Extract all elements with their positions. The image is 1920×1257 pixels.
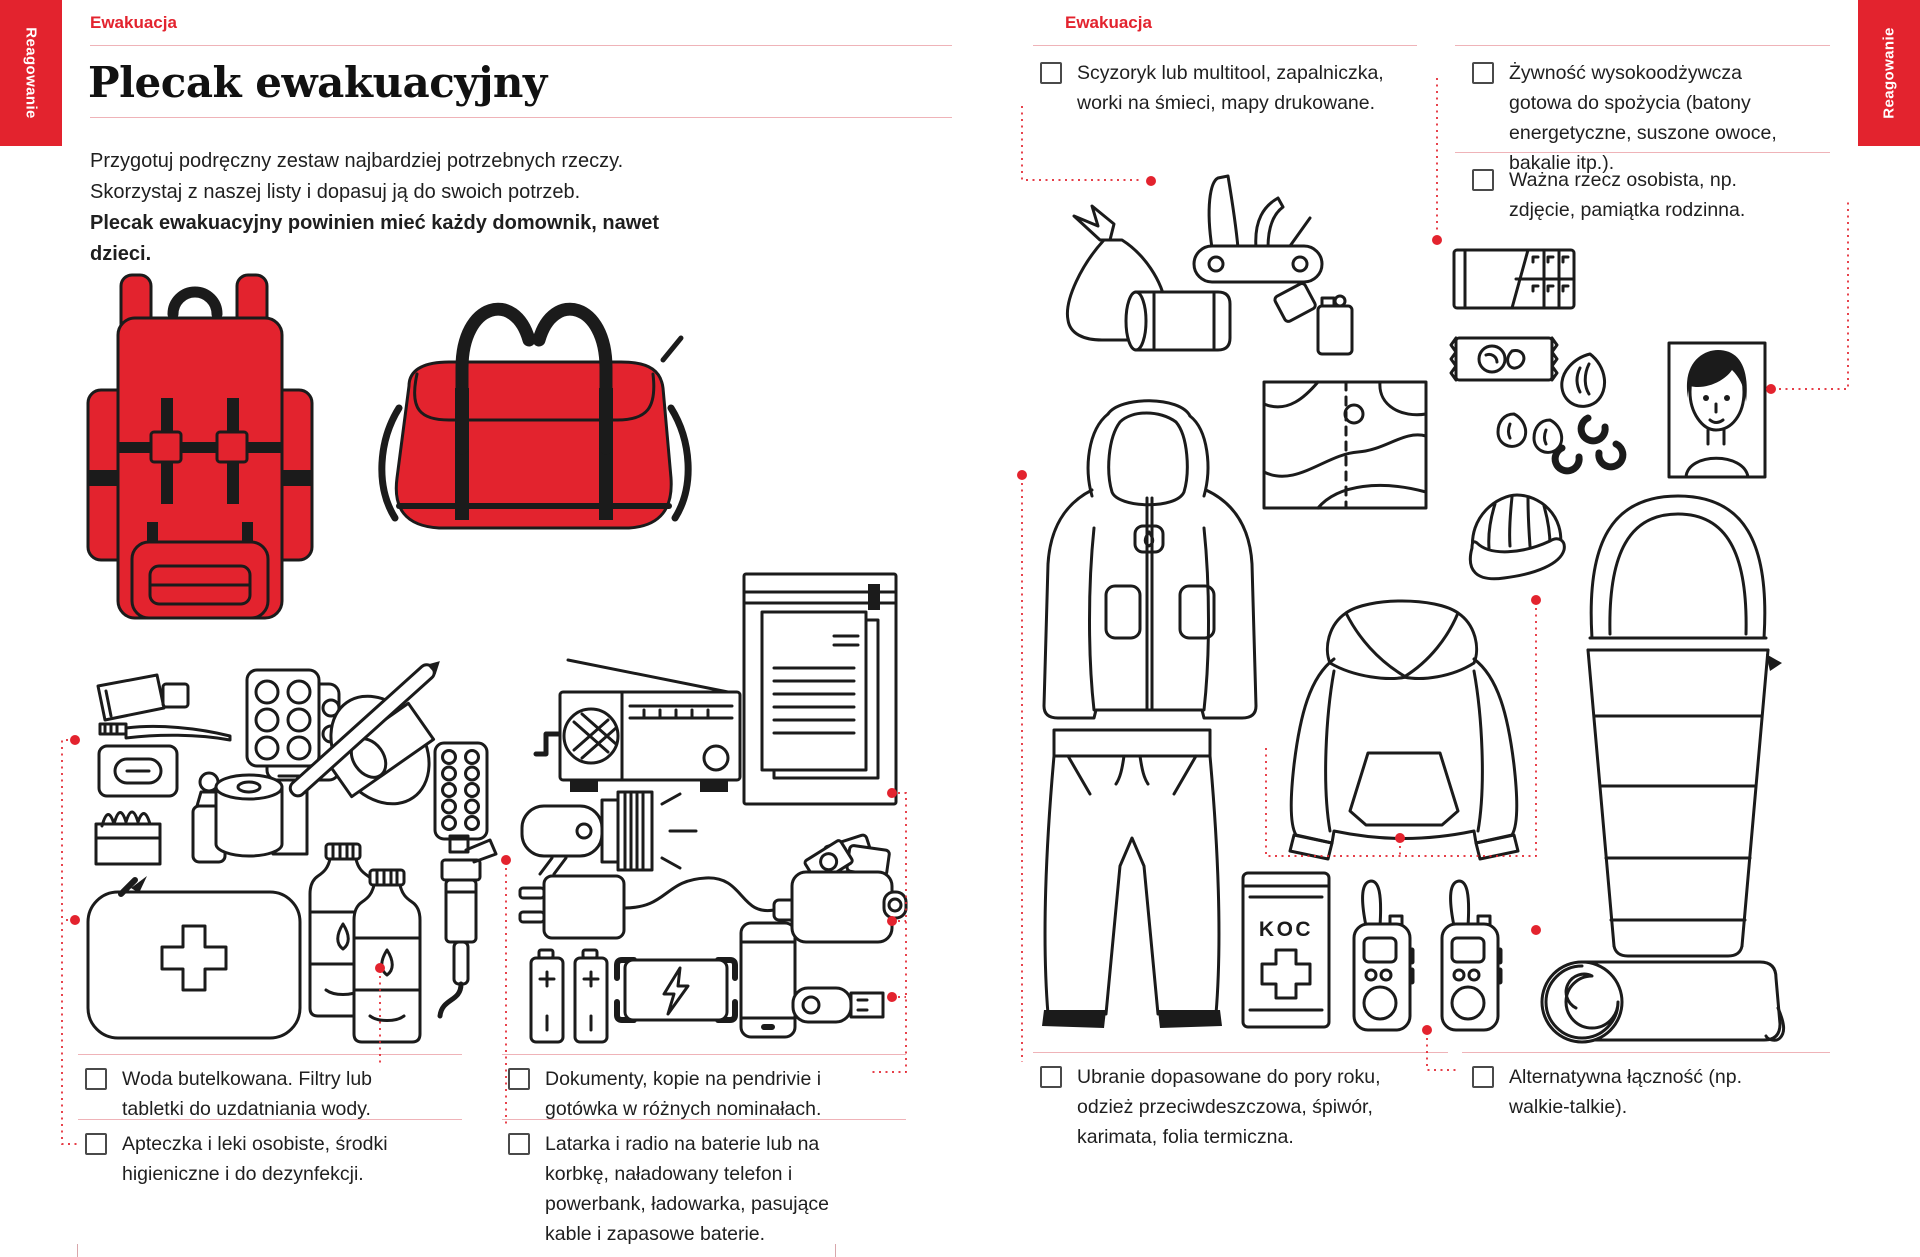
divider <box>502 1054 906 1055</box>
divider <box>1462 1052 1830 1053</box>
checklist-item-dokumenty <box>508 1064 848 1124</box>
divider <box>1033 45 1417 46</box>
water-bottles-illustration <box>300 840 425 1045</box>
right-sidebar-label: Reagowanie <box>1880 27 1898 119</box>
batteries-illustration <box>528 948 613 1046</box>
beanie-illustration <box>1460 490 1575 590</box>
checklist-item-label: Żywność wysokoodżywcza gotowa do spożycia (batony energetyczne, suszone owoce, bakalie itp.). <box>1509 62 1777 174</box>
intro-line-3: Plecak ewakuacyjny powinien mieć każdy domownik, nawet dzieci. <box>90 212 660 265</box>
cotton-swabs-illustration <box>92 792 168 868</box>
left-sidebar-label: Reagowanie <box>22 27 40 119</box>
hoodie-illustration <box>1282 585 1526 863</box>
first-aid-kit-illustration <box>85 876 305 1041</box>
divider <box>90 45 952 46</box>
crank-radio-illustration <box>532 652 747 797</box>
page-title: Plecak ewakuacyjny <box>88 58 547 107</box>
powerbank-illustration <box>610 946 742 1034</box>
checklist-item-label: Woda butelkowana. Filtry lub tabletki do uzdatniania wody. <box>122 1068 373 1120</box>
crop-mark <box>77 1244 78 1257</box>
checkbox[interactable] <box>85 1068 107 1090</box>
documents-bag-illustration <box>742 572 902 812</box>
checklist-item-label: Alternatywna łączność (np. walkie-talkie). <box>1509 1066 1743 1118</box>
koc-label: KOC <box>1258 918 1314 941</box>
checklist-item-label: Scyzoryk lub multitool, zapalniczka, worki na śmieci, mapy drukowane. <box>1077 62 1384 114</box>
chocolate-bar-illustration <box>1452 248 1580 314</box>
divider <box>78 1054 462 1055</box>
divider <box>1033 1052 1448 1053</box>
checklist-item-latarka <box>508 1129 853 1249</box>
intro-line-1: Przygotuj podręczny zestaw najbardziej potrzebnych rzeczy. <box>90 150 624 172</box>
checklist-item-woda <box>85 1064 415 1124</box>
checkbox[interactable] <box>1472 62 1494 84</box>
checklist-item-wazna-rzecz <box>1472 165 1807 225</box>
checkbox[interactable] <box>508 1068 530 1090</box>
pants-illustration <box>1030 726 1238 1046</box>
checklist-item-label: Ważna rzecz osobista, np. zdjęcie, pamiątka rodzinna. <box>1509 169 1746 221</box>
walkie-talkies-illustration <box>1350 876 1515 1036</box>
rain-jacket-illustration <box>1028 376 1276 722</box>
pocket-knife-illustration <box>1190 168 1330 288</box>
checkbox[interactable] <box>1472 1066 1494 1088</box>
lighter-illustration <box>1276 280 1364 358</box>
sleeping-bag-illustration <box>1576 486 1784 964</box>
checklist-item-label: Apteczka i leki osobiste, środki higieniczne i do dezynfekcji. <box>122 1133 388 1185</box>
emergency-blanket-illustration <box>1240 870 1335 1032</box>
checklist-item-label: Latarka i radio na baterie lub na korbkę, naładowany telefon i powerbank, ładowarka, pasujące kable i zapasowe baterie. <box>545 1133 830 1245</box>
divider <box>90 117 952 118</box>
checklist-item-apteczka <box>85 1129 425 1189</box>
checkbox[interactable] <box>508 1133 530 1155</box>
usb-drive-illustration <box>790 980 890 1030</box>
left-section-kicker: Ewakuacja <box>90 13 177 32</box>
crop-mark <box>835 1244 836 1257</box>
pill-strip-illustration <box>432 740 490 842</box>
checklist-item-lacznosc <box>1472 1062 1802 1122</box>
divider <box>1455 45 1830 46</box>
wallet-illustration <box>790 838 908 946</box>
toothpaste-illustration <box>95 670 215 725</box>
checklist-item-scyzoryk <box>1040 58 1400 118</box>
nuts-illustration <box>1492 348 1637 473</box>
water-filter-illustration <box>420 830 500 1018</box>
intro-paragraph <box>90 146 710 270</box>
right-section-kicker: Ewakuacja <box>1065 13 1152 32</box>
intro-line-2: Skorzystaj z naszej listy i dopasuj ją do swoich potrzeb. <box>90 181 581 203</box>
map-illustration <box>1262 380 1430 512</box>
checkbox[interactable] <box>1040 62 1062 84</box>
checklist-item-zywnosc <box>1472 58 1807 178</box>
canned-food-illustration <box>1118 286 1240 356</box>
family-photo-illustration <box>1666 340 1768 480</box>
sleeping-mat-illustration <box>1532 950 1792 1056</box>
checkbox[interactable] <box>85 1133 107 1155</box>
right-section-tab <box>1858 0 1920 146</box>
backpack-illustration <box>85 272 315 624</box>
checklist-item-label: Dokumenty, kopie na pendrivie i gotówka w różnych nominałach. <box>545 1068 822 1120</box>
checkbox[interactable] <box>1040 1066 1062 1088</box>
checklist-item-ubranie <box>1040 1062 1385 1152</box>
duffel-bag-illustration <box>365 278 705 568</box>
checkbox[interactable] <box>1472 169 1494 191</box>
checklist-item-label: Ubranie dopasowane do pory roku, odzież przeciwdeszczowa, śpiwór, karimata, folia termiczna. <box>1077 1066 1381 1148</box>
left-section-tab <box>0 0 62 146</box>
